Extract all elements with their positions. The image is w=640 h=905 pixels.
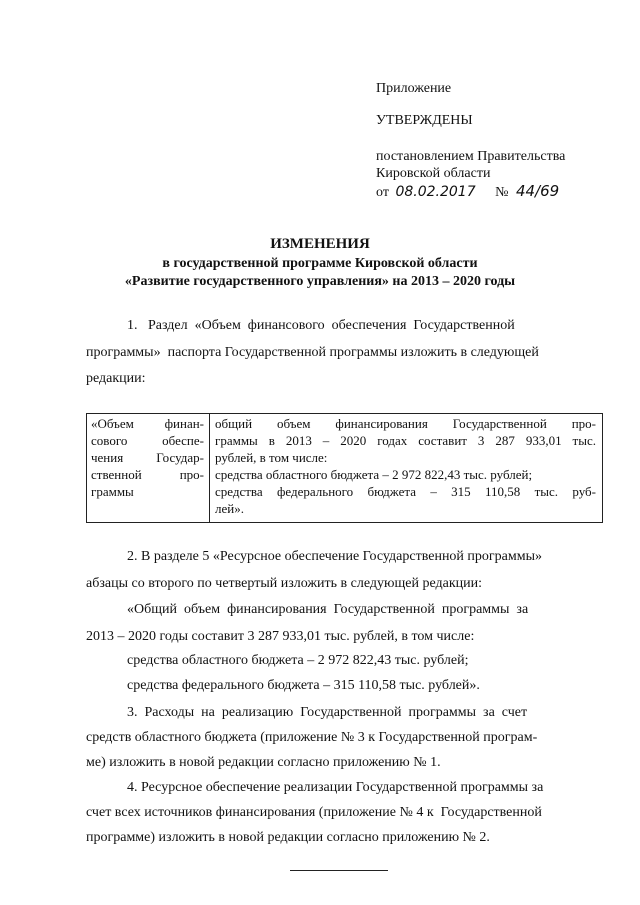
title-line-3: «Развитие государственного управления» на 2013 – 2020 годы [124, 274, 516, 289]
document-title: ИЗМЕНЕНИЯ [270, 236, 370, 252]
label-line: сового обеспе- [91, 433, 204, 448]
p1-line-1: 1. Раздел «Объем финансового обеспечения Государственной [127, 318, 515, 333]
p4-line-1: 4. Ресурсное обеспечение реализации Государственной программы за [127, 780, 544, 795]
decree-date-handwritten: 08.02.2017 [395, 184, 476, 200]
p2-line-1: 2. В разделе 5 «Ресурсное обеспечение Государственной программы» [127, 549, 542, 564]
content-line: рублей, в том числе: [215, 450, 328, 465]
label-line: чения Государ- [91, 450, 204, 465]
content-line: граммы в 2013 – 2020 годах составит 3 287 933,01 тыс. [215, 433, 596, 448]
label-line: «Объем финан- [91, 416, 204, 431]
decree-number-handwritten: 44/69 [515, 182, 560, 200]
table-cell-content [210, 414, 602, 522]
p2-line-3: «Общий объем финансирования Государственной программы за [127, 602, 529, 617]
p1-line-2: программы» паспорта Государственной программы изложить в следующей [86, 345, 539, 360]
appendix-label: Приложение [376, 81, 452, 96]
label-line: граммы [91, 484, 134, 499]
p2-line-5: средства областного бюджета – 2 972 822,43 тыс. рублей; [127, 653, 469, 668]
content-line: средства федерального бюджета – 315 110,58 тыс. руб- [215, 484, 596, 499]
content-line: общий объем финансирования Государственной про- [215, 416, 596, 431]
p4-line-3: программе) изложить в новой редакции согласно приложению № 2. [86, 830, 490, 845]
funding-table [86, 413, 603, 523]
p2-line-6: средства федерального бюджета – 315 110,58 тыс. рублей». [127, 678, 480, 693]
closing-rule [290, 870, 388, 871]
label-line: ственной про- [91, 467, 204, 482]
p3-line-2: средств областного бюджета (приложение № 3 к Государственной програм- [86, 730, 538, 745]
decree-line-1: постановлением Правительства [376, 149, 566, 164]
table-cell-label [87, 414, 210, 522]
approved-label: УТВЕРЖДЕНЫ [376, 113, 473, 128]
p2-line-4: 2013 – 2020 годы составит 3 287 933,01 тыс. рублей, в том числе: [86, 629, 475, 644]
decree-line-2: Кировской области [376, 166, 491, 181]
title-line-2: в государственной программе Кировской области [162, 256, 478, 271]
content-line: лей». [215, 501, 244, 516]
p4-line-2: счет всех источников финансирования (приложение № 4 к Государственной [86, 805, 542, 820]
number-prefix: № [495, 185, 509, 200]
p1-line-3: редакции: [86, 371, 146, 386]
decree-date-line [376, 183, 559, 201]
p2-line-2: абзацы со второго по четвертый изложить в следующей редакции: [86, 576, 482, 591]
p3-line-3: ме) изложить в новой редакции согласно приложению № 1. [86, 755, 441, 770]
from-prefix: от [376, 185, 389, 200]
p3-line-1: 3. Расходы на реализацию Государственной программы за счет [127, 705, 528, 720]
content-line: средства областного бюджета – 2 972 822,43 тыс. рублей; [215, 467, 533, 482]
